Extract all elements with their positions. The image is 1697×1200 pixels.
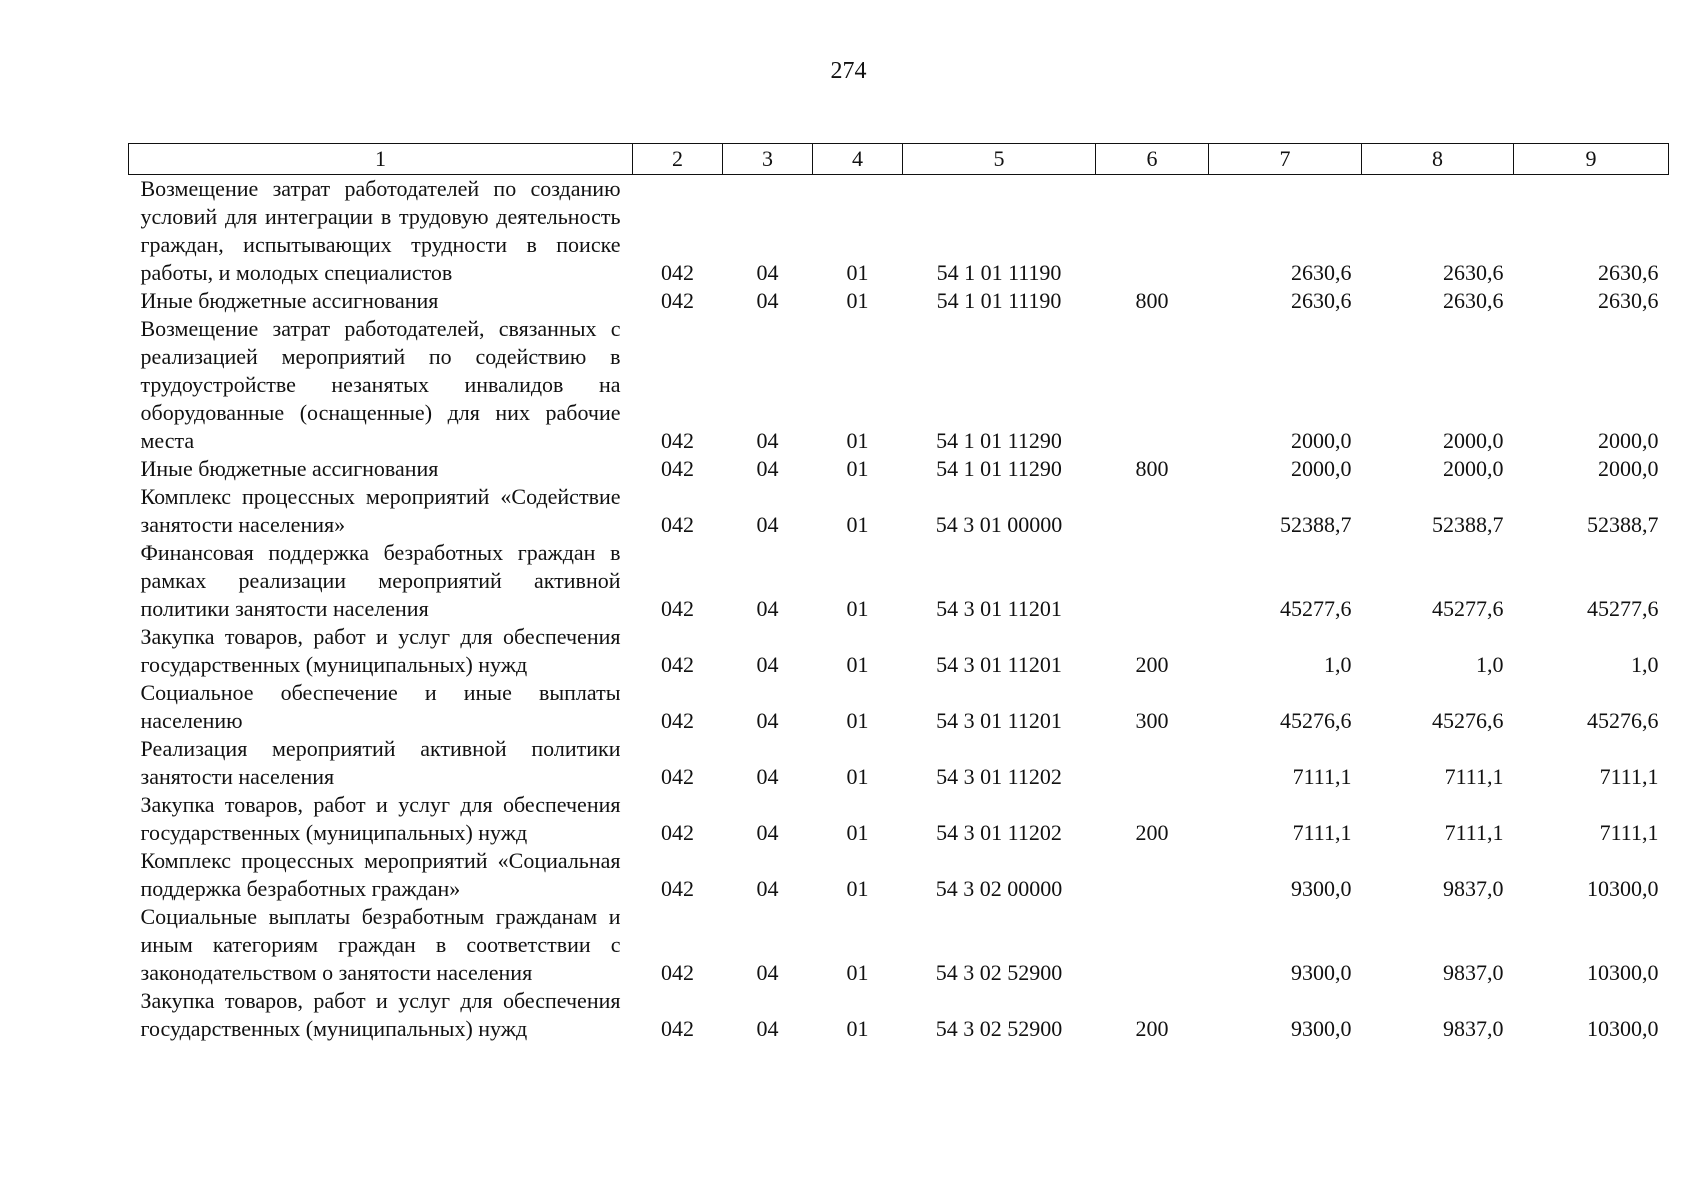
cell-col-9: 10300,0 [1587,960,1659,985]
cell-col-4: 01 [846,652,869,677]
cell-col-3: 04 [756,708,779,733]
cell-name: Закупка товаров, работ и услуг для обеспечения государственных (муниципальных) нужд [140,988,621,1041]
cell-col-8: 45277,6 [1432,596,1504,621]
cell-col-2: 042 [661,260,694,285]
cell-col-8: 1,0 [1476,652,1504,677]
cell-name: Социальное обеспечение и иные выплаты населению [140,680,621,733]
cell-col-6: 800 [1135,288,1169,313]
cell-col-8: 2630,6 [1443,260,1504,285]
cell-col-2: 042 [661,764,694,789]
cell-name: Комплекс процессных мероприятий «Содействие занятости населения» [140,484,621,537]
cell-name: Возмещение затрат работодателей по созданию условий для интеграции в трудовую деятельность граждан, испытывающих трудности в поиске работы, и молодых специалистов [140,176,621,285]
cell-col-6: 300 [1135,708,1169,733]
cell-col-5: 54 3 02 52900 [935,1016,1063,1041]
cell-col-4: 01 [846,876,869,901]
cell-name: Иные бюджетные ассигнования [140,288,439,313]
table-row [129,679,1669,735]
cell-col-7: 2000,0 [1291,428,1352,453]
cell-col-8: 9837,0 [1443,876,1504,901]
cell-col-6 [1096,539,1209,623]
cell-name: Комплекс процессных мероприятий «Социальная поддержка безработных граждан» [140,848,621,901]
cell-col-4: 01 [846,820,869,845]
cell-col-5: 54 1 01 11190 [936,288,1062,313]
cell-col-4: 01 [846,512,869,537]
header-cell-7: 7 [1209,144,1362,175]
cell-col-3: 04 [756,652,779,677]
table-row [129,903,1669,987]
cell-col-2: 042 [661,456,694,481]
cell-col-4: 01 [846,764,869,789]
cell-name: Возмещение затрат работодателей, связанных с реализацией мероприятий по содействию в трудоустройстве незанятых инвалидов на оборудованные (оснащенные) для них рабочие места [140,316,621,453]
header-cell-9: 9 [1514,144,1669,175]
cell-col-6: 200 [1135,652,1169,677]
table-row [129,287,1669,315]
cell-name: Иные бюджетные ассигнования [140,456,439,481]
header-cell-8: 8 [1362,144,1514,175]
table-body [129,175,1669,1044]
cell-col-4: 01 [846,596,869,621]
cell-col-7: 9300,0 [1291,876,1352,901]
cell-col-8: 7111,1 [1444,820,1504,845]
table-row [129,175,1669,288]
header-cell-4: 4 [813,144,903,175]
cell-col-6 [1096,315,1209,455]
cell-col-7: 45276,6 [1280,708,1352,733]
cell-col-5: 54 3 02 00000 [935,876,1063,901]
cell-col-3: 04 [756,960,779,985]
cell-col-5: 54 3 01 11202 [936,764,1062,789]
cell-col-8: 9837,0 [1443,1016,1504,1041]
table-row [129,847,1669,903]
cell-col-5: 54 1 01 11190 [936,260,1062,285]
cell-col-9: 1,0 [1631,652,1659,677]
cell-col-2: 042 [661,512,694,537]
cell-col-8: 7111,1 [1444,764,1504,789]
cell-col-3: 04 [756,876,779,901]
table-row [129,483,1669,539]
cell-col-3: 04 [756,1016,779,1041]
cell-col-9: 2000,0 [1598,428,1659,453]
cell-col-9: 45277,6 [1587,596,1659,621]
cell-col-9: 2630,6 [1598,260,1659,285]
cell-col-6: 200 [1135,820,1169,845]
cell-col-2: 042 [661,1016,694,1041]
cell-col-5: 54 3 02 52900 [935,960,1063,985]
cell-col-6: 200 [1135,1016,1169,1041]
cell-col-5: 54 3 01 11201 [936,596,1062,621]
cell-col-2: 042 [661,428,694,453]
cell-col-9: 2000,0 [1598,456,1659,481]
header-cell-2: 2 [633,144,723,175]
cell-col-7: 52388,7 [1280,512,1352,537]
table-row [129,455,1669,483]
header-row [129,144,1669,175]
cell-col-7: 9300,0 [1291,960,1352,985]
cell-col-8: 2000,0 [1443,428,1504,453]
cell-col-8: 2630,6 [1443,288,1504,313]
header-cell-1: 1 [129,144,633,175]
cell-col-7: 45277,6 [1280,596,1352,621]
cell-col-2: 042 [661,596,694,621]
cell-name: Финансовая поддержка безработных граждан в рамках реализации мероприятий активной политики занятости населения [140,540,621,621]
cell-col-7: 7111,1 [1292,764,1352,789]
cell-col-5: 54 3 01 11202 [936,820,1062,845]
table-row [129,539,1669,623]
cell-col-3: 04 [756,456,779,481]
cell-col-6 [1096,483,1209,539]
cell-col-6 [1096,847,1209,903]
cell-col-3: 04 [756,764,779,789]
cell-col-3: 04 [756,596,779,621]
table-row [129,735,1669,791]
cell-col-4: 01 [846,960,869,985]
cell-col-5: 54 3 01 11201 [936,708,1062,733]
cell-name: Реализация мероприятий активной политики занятости населения [140,736,621,789]
cell-col-2: 042 [661,652,694,677]
cell-col-8: 2000,0 [1443,456,1504,481]
cell-col-2: 042 [661,288,694,313]
cell-col-8: 9837,0 [1443,960,1504,985]
cell-col-5: 54 1 01 11290 [936,428,1062,453]
cell-col-2: 042 [661,960,694,985]
cell-col-4: 01 [846,288,869,313]
cell-col-6 [1096,175,1209,288]
cell-col-4: 01 [846,428,869,453]
cell-col-7: 2630,6 [1291,260,1352,285]
cell-col-2: 042 [661,876,694,901]
cell-col-8: 52388,7 [1432,512,1504,537]
header-cell-5: 5 [903,144,1096,175]
page-number: 274 [830,58,867,84]
cell-col-5: 54 3 01 11201 [936,652,1062,677]
table-row [129,315,1669,455]
cell-col-3: 04 [756,428,779,453]
cell-col-3: 04 [756,288,779,313]
cell-col-2: 042 [661,708,694,733]
cell-col-6: 800 [1135,456,1169,481]
cell-col-4: 01 [846,456,869,481]
cell-col-9: 2630,6 [1598,288,1659,313]
cell-col-3: 04 [756,260,779,285]
cell-col-4: 01 [846,1016,869,1041]
cell-col-5: 54 3 01 00000 [935,512,1063,537]
cell-col-7: 7111,1 [1292,820,1352,845]
budget-table [128,143,1669,1043]
cell-name: Закупка товаров, работ и услуг для обеспечения государственных (муниципальных) нужд [140,624,621,677]
header-cell-3: 3 [723,144,813,175]
cell-col-7: 9300,0 [1291,1016,1352,1041]
cell-col-6 [1096,903,1209,987]
cell-name: Социальные выплаты безработным гражданам и иным категориям граждан в соответствии с законодательством о занятости населения [140,904,621,985]
cell-col-9: 10300,0 [1587,1016,1659,1041]
cell-col-3: 04 [756,512,779,537]
cell-col-3: 04 [756,820,779,845]
cell-col-9: 7111,1 [1599,764,1659,789]
cell-col-4: 01 [846,708,869,733]
cell-col-9: 52388,7 [1587,512,1659,537]
header-cell-6: 6 [1096,144,1209,175]
table-row [129,623,1669,679]
cell-col-6 [1096,735,1209,791]
table-row [129,791,1669,847]
cell-col-2: 042 [661,820,694,845]
cell-col-8: 45276,6 [1432,708,1504,733]
cell-col-7: 2000,0 [1291,456,1352,481]
cell-col-4: 01 [846,260,869,285]
cell-col-5: 54 1 01 11290 [936,456,1062,481]
cell-name: Закупка товаров, работ и услуг для обеспечения государственных (муниципальных) нужд [140,792,621,845]
cell-col-9: 7111,1 [1599,820,1659,845]
cell-col-9: 45276,6 [1587,708,1659,733]
cell-col-7: 1,0 [1324,652,1352,677]
cell-col-9: 10300,0 [1587,876,1659,901]
table-row [129,987,1669,1043]
cell-col-7: 2630,6 [1291,288,1352,313]
